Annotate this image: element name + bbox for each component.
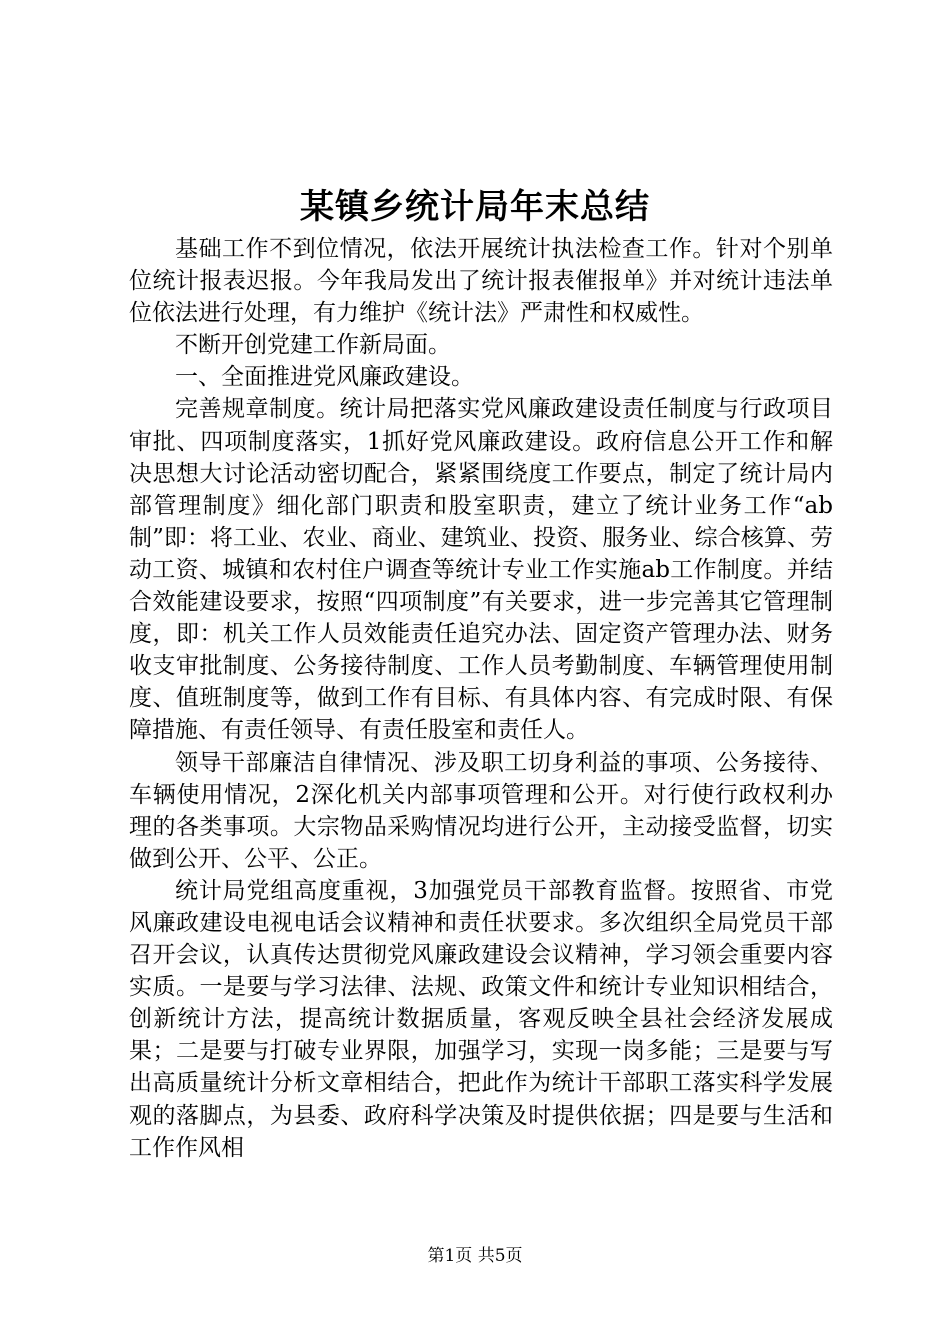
paragraph-education-supervision: 统计局党组高度重视，3加强党员干部教育监督。按照省、市党风廉政建设电视电话会议精神和责任状要求。多次组织全局党员干部召开会议，认真传达贯彻党风廉政建设会议精神，学习领会重要内容实质。一是要与学习法律、法规、政策文件和统计专业知识相结合，创新统计方法，提高统计数据质量，客观反映全县社会经济发展成果；二是要与打破专业界限，加强学习，实现一岗多能；三是要与写出高质量统计分析文章相结合，把此作为统计干部职工落实科学发展观的落脚点，为县委、政府科学决策及时提供依据；四是要与生活和工作作风相 <box>129 877 833 1161</box>
document-title: 某镇乡统计局年末总结 <box>300 187 650 227</box>
document-body <box>129 233 833 1164</box>
page-number: 第1页 共5页 <box>427 1246 523 1266</box>
paragraph-rules-system: 完善规章制度。统计局把落实党风廉政建设责任制度与行政项目审批、四项制度落实，1抓好党风廉政建设。政府信息公开工作和解决思想大讨论活动密切配合，紧紧围绕度工作要点，制定了统计局内部管理制度》细化部门职责和股室职责，建立了统计业务工作“ab制”即：将工业、农业、商业、建筑业、投资、服务业、综合核算、劳动工资、城镇和农村住户调查等统计专业工作实施ab工作制度。并结合效能建设要求，按照“四项制度”有关要求，进一步完善其它管理制度，即：机关工作人员效能责任追究办法、固定资产管理办法、财务收支审批制度、公务接待制度、工作人员考勤制度、车辆管理使用制度、值班制度等，做到工作有目标、有具体内容、有完成时限、有保障措施、有责任领导、有责任股室和责任人。 <box>129 396 833 744</box>
paragraph-statistics-enforcement: 基础工作不到位情况，依法开展统计执法检查工作。针对个别单位统计报表迟报。今年我局发出了统计报表催报单》并对统计违法单位依法进行处理，有力维护《统计法》严肃性和权威性。 <box>129 236 833 327</box>
section-heading-integrity: 一、全面推进党风廉政建设。 <box>175 364 474 391</box>
paragraph-party-building: 不断开创党建工作新局面。 <box>175 332 451 359</box>
paragraph-affairs-disclosure: 领导干部廉洁自律情况、涉及职工切身利益的事项、公务接待、车辆使用情况，2深化机关内部事项管理和公开。对行使行政权利办理的各类事项。大宗物品采购情况均进行公开，主动接受监督，切实做到公开、公平、公正。 <box>129 749 833 872</box>
